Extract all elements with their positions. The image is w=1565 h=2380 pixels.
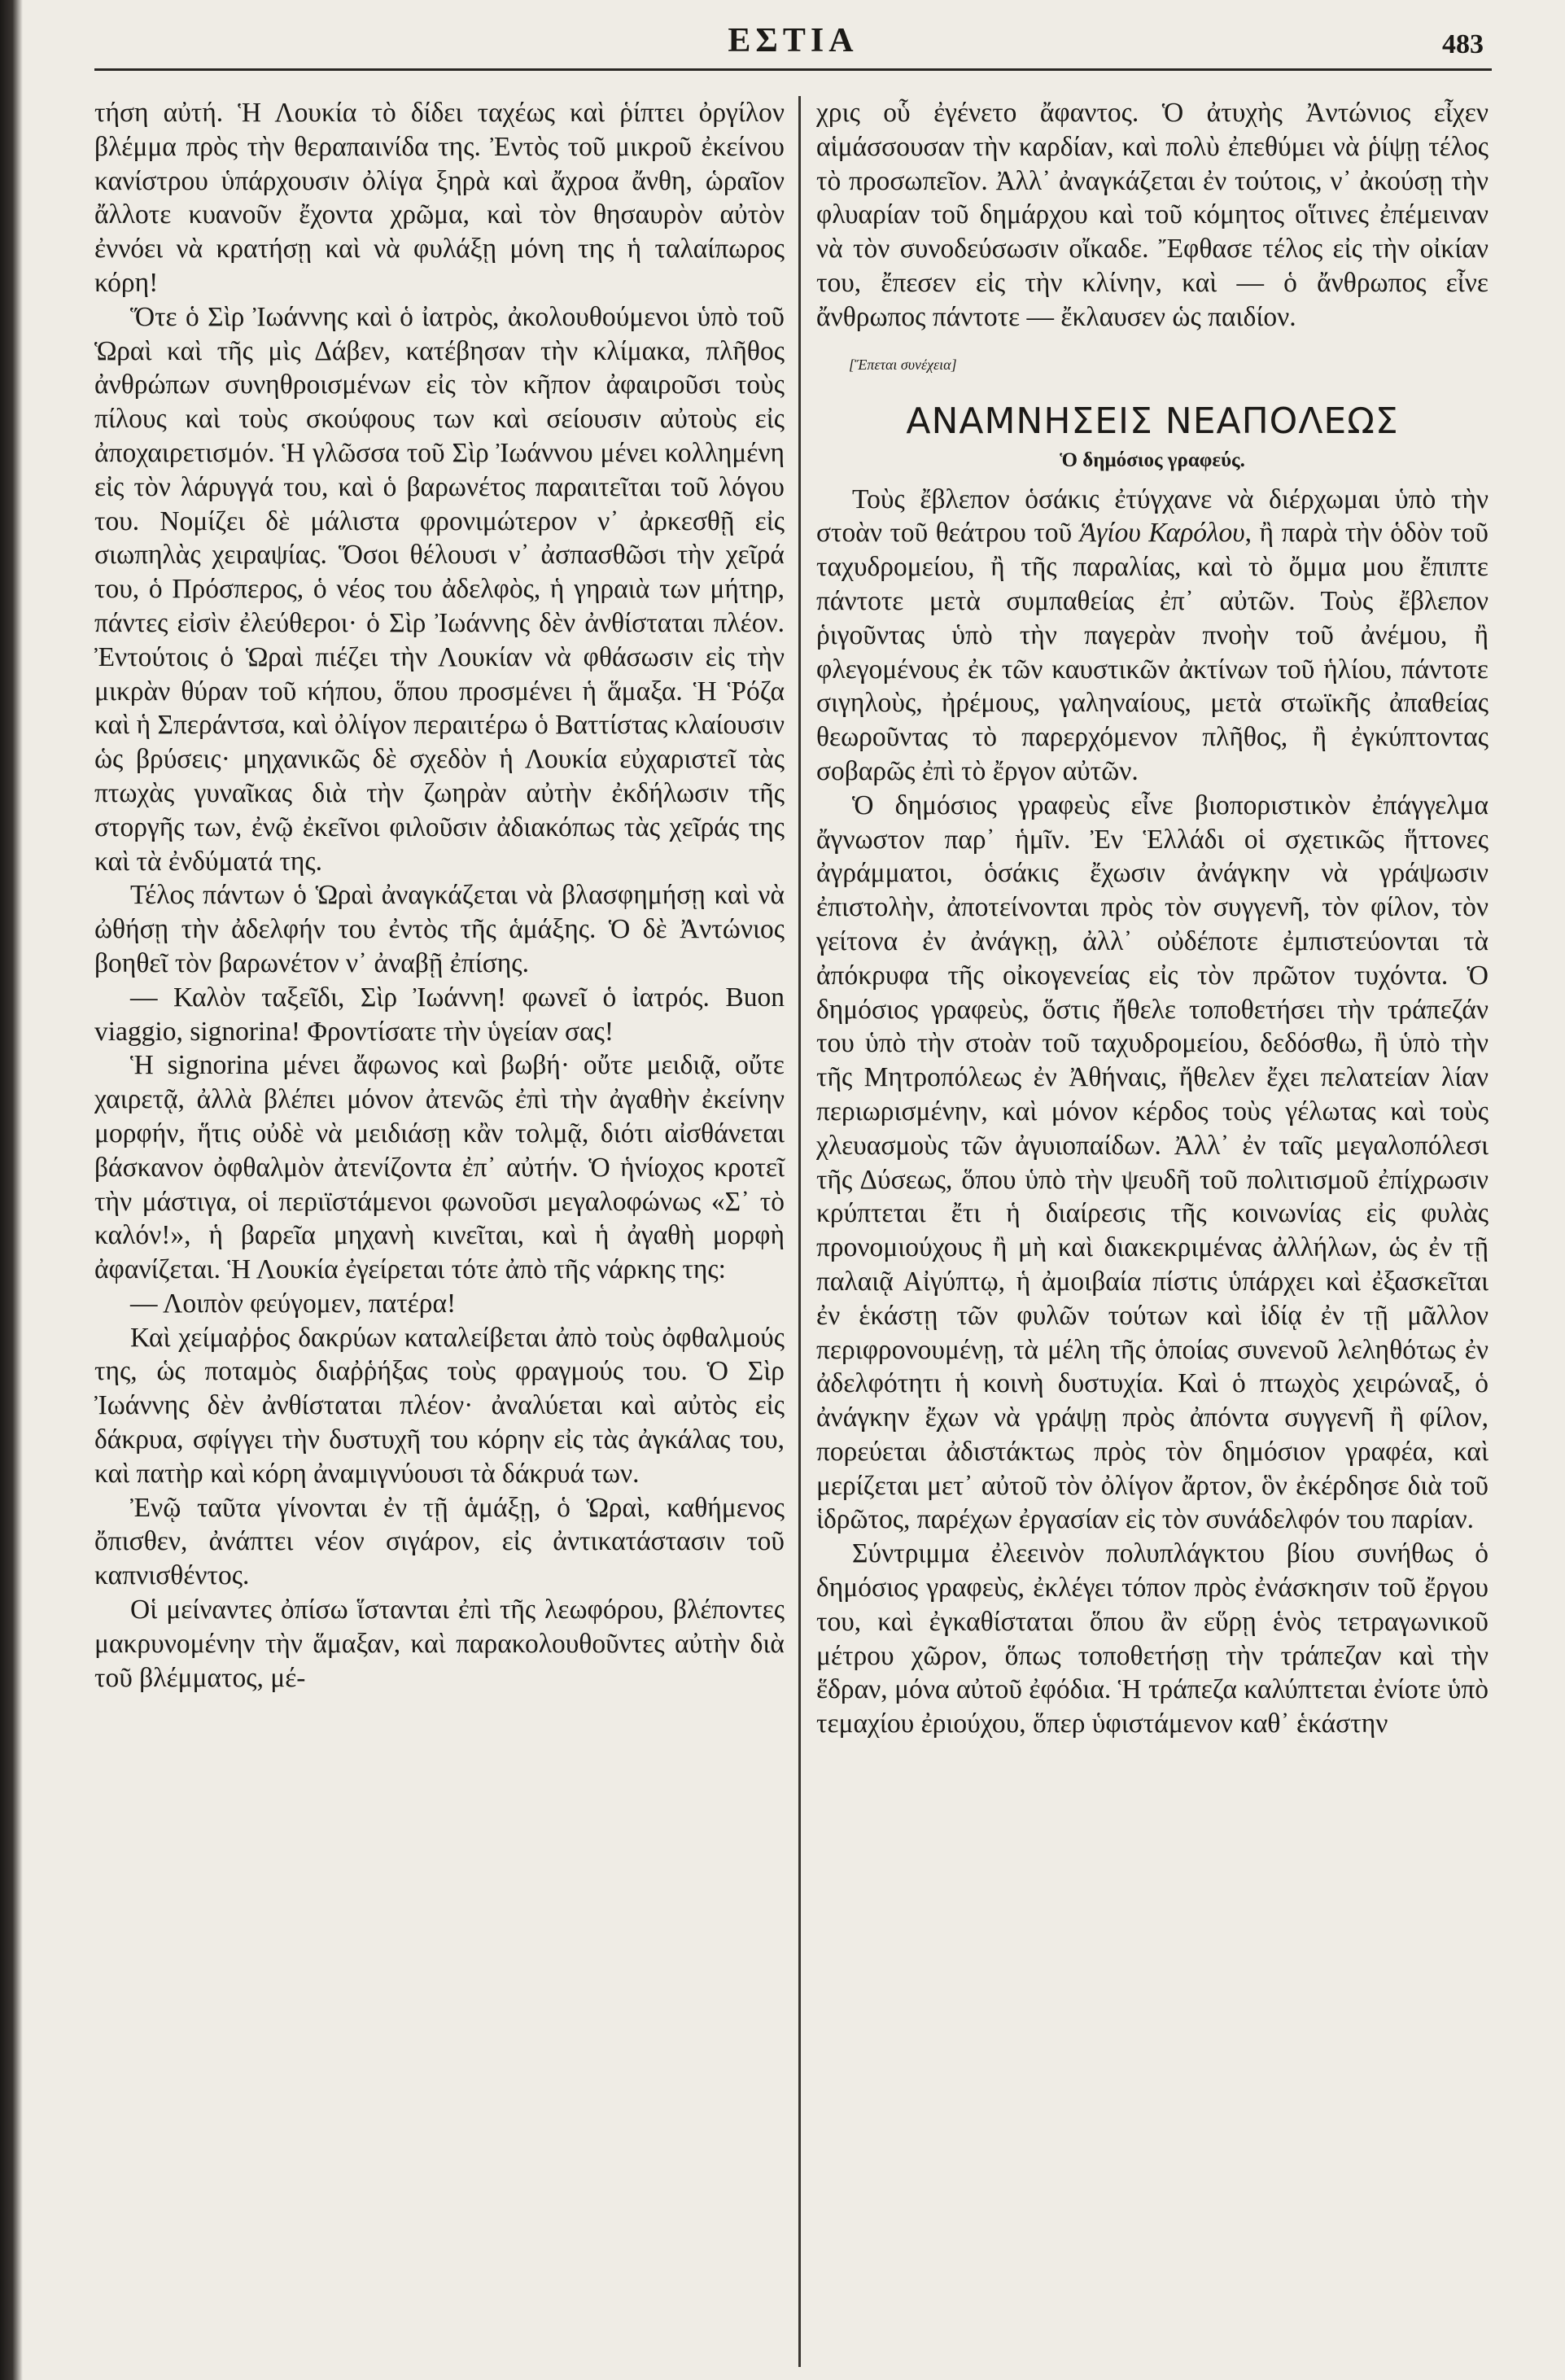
section-subtitle: Ὁ δημόσιος γραφεύς.: [1060, 448, 1245, 471]
column-divider: [798, 96, 801, 2367]
text-run: , ἢ παρὰ τὴν ὁδὸν τοῦ ταχυδρομείου, ἢ τῆς παραλίας, καὶ τὸ ὄμμα μου ἔπιπτε πάντοτε μετὰ συμπαθείας ἐπ᾿ αὐτῶν. Τοὺς ἔβλεπον ῥιγοῦντας ὑπὸ τὴν παγερὰν πνοὴν τοῦ ἀνέμου, ἢ φλεγομένους ἐκ τῶν καυστικῶν ἀκτίνων τοῦ ἡλίου, πάντοτε σιγηλοὺς, ἠρέμους, γαληναίους, μετὰ στωϊκῆς ἀπαθείας θεωροῦντας τὸ παρερχόμενον πλῆθος, ἢ ἐγκύπτοντας σοβαρῶς ἐπὶ τὸ ἔργον αὐτῶν.: [816, 518, 1489, 786]
page-header: [94, 11, 1492, 68]
paragraph: Ἐνῷ ταῦτα γίνονται ἐν τῇ ἁμάξῃ, ὁ Ὡραὶ, καθήμενος ὄπισθεν, ἀνάπτει νέον σιγάρον, εἰς ἀντικατάστασιν τοῦ καπνισθέντος.: [94, 1492, 785, 1591]
section-title: ΑΝΑΜΝΗΣΕΙΣ ΝΕΑΠΟΛΕΩΣ: [906, 400, 1399, 442]
text-run: Τοὺς ἔβλεπον ὁσάκις ἐτύγχανε νὰ διέρχωμαι ὑπὸ τὴν στοὰν τοῦ θεάτρου τοῦ: [816, 483, 1488, 549]
paragraph: χρις οὗ ἐγένετο ἄφαντος. Ὁ ἀτυχὴς Ἀντώνιος εἶχεν αἱμάσσουσαν τὴν καρδίαν, καὶ πολὺ ἐπεθύμει νὰ ῥίψῃ τέλος τὸ προσωπεῖον. Ἀλλ᾿ ἀναγκάζεται ἐν τούτοις, ν᾿ ἀκούσῃ τὴν φλυαρίαν τοῦ δημάρχου καὶ τοῦ κόμητος οἵτινες ἐπέμειναν νὰ τὸν συνοδεύσωσιν οἴκαδε. Ἔφθασε τέλος εἰς τὴν οἰκίαν του, ἔπεσεν εἰς τὴν κλίνην, καὶ — ὁ ἄνθρωπος εἶνε ἄνθρωπος πάντοτε — ἔκλαυσεν ὡς παιδίον.: [816, 98, 1488, 332]
paragraph: — Λοιπὸν φεύγομεν, πατέρα!: [130, 1288, 457, 1319]
theater-name: Ἁγίου Καρόλου: [1079, 518, 1245, 549]
paragraph: Ὅτε ὁ Σὶρ Ἰωάννης καὶ ὁ ἰατρὸς, ἀκολουθούμενοι ὑπὸ τοῦ Ὡραὶ καὶ τῆς μὶς Δάβεν, κατέβησαν τὴν κλίμακα, πλῆθος ἀνθρώπων συνηθροισμένων εἰς τὸν κῆπον ἀφαιροῦσι τοὺς πίλους καὶ τοὺς σκούφους των καὶ σείουσιν αὐτοὺς εἰς ἀποχαιρετισμόν. Ἡ γλῶσσα τοῦ Σὶρ Ἰωάννου μένει κολλημένη εἰς τὸν λάρυγγά του, καὶ ὁ βαρωνέτος παραιτεῖται τοῦ λόγου του. Νομίζει δὲ μάλιστα φρονιμώτερον ν᾿ ἀρκεσθῇ εἰς σιωπηλὰς χειραψίας. Ὅσοι θέλουσι ν᾿ ἀσπασθῶσι τὴν χεῖρά του, ὁ Πρόσπερος, ὁ νέος του ἀδελφὸς, ἡ γηραιὰ των μήτηρ, πάντες εἰσὶν ἐλεύθεροι· ὁ Σὶρ Ἰωάννης δὲν ἀνθίσταται πλέον. Ἐντούτοις ὁ Ὡραὶ πιέζει τὴν Λουκίαν νὰ φθάσωσιν εἰς τὴν μικρὰν θύραν τοῦ κήπου, ὅπου προσμένει ἡ ἅμαξα. Ἡ Ῥόζα καὶ ἡ Σπεράντσα, καὶ ὀλίγον περαιτέρω ὁ Βαττίστας κλαίουσιν ὡς βρύσεις· μηχανικῶς δὲ σχεδὸν ἡ Λουκία εὐχαριστεῖ τὰς πτωχὰς γυναῖκας διὰ τὴν ζωηρὰν αὐτὴν ἐκδήλωσιν τῆς στοργῆς των, ἐνῷ ἐκεῖνοι φιλοῦσιν ἀδιακόπως τὰς χεῖράς της καὶ τὰ ἐνδύματά της.: [94, 301, 785, 877]
left-column: [94, 96, 785, 1695]
paragraph: — Καλὸν ταξεῖδι, Σὶρ Ἰωάννη! φωνεῖ ὁ ἰατρός. Buon viaggio, signorina! Φροντίσατε τὴν ὑγείαν σας!: [94, 982, 785, 1047]
paragraph: Οἱ μείναντες ὀπίσω ἵστανται ἐπὶ τῆς λεωφόρου, βλέποντες μακρυνομένην τὴν ἅμαξαν, καὶ παρακολουθοῦντες αὐτὴν διὰ τοῦ βλέμματος, μέ-: [94, 1595, 785, 1693]
paragraph: Σύντριμμα ἐλεεινὸν πολυπλάγκτου βίου συνήθως ὁ δημόσιος γραφεὺς, ἐκλέγει τόπον πρὸς ἐνάσκησιν τοῦ ἔργου του, καὶ ἐγκαθίσταται ὅπου ἂν εὕρῃ ἑνὸς τετραγωνικοῦ μέτρου χῶρον, ὅπως τοποθετήσῃ τὴν τράπεζαν καὶ τὴν ἕδραν, μόνα αὐτοῦ ἐφόδια. Ἡ τράπεζα καλύπτεται ἐνίοτε ὑπὸ τεμαχίου ἐριούχου, ὅπερ ὑφιστάμενον καθ᾿ ἑκάστην: [816, 1538, 1488, 1739]
publication-title: ΕΣΤΙΑ: [728, 22, 859, 59]
continued-note: [Ἕπεται συνέχεια]: [849, 356, 957, 373]
right-column: [816, 96, 1488, 1741]
paragraph: [816, 483, 1488, 789]
header-rule: [94, 68, 1492, 71]
paragraph: Ὁ δημόσιος γραφεὺς εἶνε βιοποριστικὸν ἐπάγγελμα ἄγνωστον παρ᾿ ἡμῖν. Ἐν Ἑλλάδι οἱ σχετικῶς ἥττονες ἀγράμματοι, ὁσάκις ἔχωσιν ἀνάγκην νὰ γράψωσιν ἐπιστολὴν, ἀποτείνονται πρὸς τὸν συγγενῆ, τὸν φίλον, τὸν γείτονα ἐν ἀνάγκῃ, ἀλλ᾿ οὐδέποτε ἐμπιστεύονται τὰ ἀπόκρυφα τῆς οἰκογενείας εἰς τὸν πρῶτον τυχόντα. Ὁ δημόσιος γραφεὺς, ὅστις ἤθελε τοποθετήσει τὴν τράπεζάν του ὑπὸ τὴν στοὰν τοῦ ταχυδρομείου, δεδόσθω, ἢ ὑπὸ τὴν τῆς Μητροπόλεως ἐν Ἀθήναις, ἤθελεν ἔχει πελατείαν λίαν περιωρισμένην, καὶ μόνον κέρδος τοὺς γέλωτας καὶ τοὺς χλευασμοὺς τῶν ἀγυιοπαίδων. Ἀλλ᾿ ἐν ταῖς μεγαλοπόλεσι τῆς Δύσεως, ὅπου ὑπὸ τὴν ψευδῆ τοῦ πολιτισμοῦ ἐπίχρωσιν κρύπτεται ἔτι ἡ διαίρεσις τῆς κοινωνίας εἰς φυλὰς προνομιούχους ἢ μὴ καὶ διακεκριμένας ἀλλήλων, ὡς ἐν τῇ παλαιᾷ Αἰγύπτῳ, ἡ ἀμοιβαία πίστις ὑπάρχει καὶ ἐξασκεῖται ἐν ἑκάστῃ τῶν φυλῶν τούτων καὶ ἰδίᾳ ἐν τῇ μᾶλλον περιφρονουμένῃ, τὰ μέλη τῆς ὁποίας συνενοῦ λεληθότως ἐν ἀδελφότητι ἡ κοινὴ δυστυχία. Καὶ ὁ πτωχὸς χειρώναξ, ὁ ἀνάγκην ἔχων νὰ γράψῃ πρὸς ἀπόντα συγγενῆ ἢ φίλον, πορεύεται ἀδιστάκτως πρὸς τὸν δημόσιον γραφέα, καὶ μερίζεται μετ᾿ αὐτοῦ τὸν ὀλίγον ἄρτον, ὃν ἐκέρδησε διὰ τοῦ ἱδρῶτος, παρέχων ἐργασίαν εἰς τὸν συνάδελφόν του παρίαν.: [816, 790, 1488, 1535]
paragraph: τήση αὐτή. Ἡ Λουκία τὸ δίδει ταχέως καὶ ῥίπτει ὀργίλον βλέμμα πρὸς τὴν θεραπαινίδα της. Ἐντὸς τοῦ μικροῦ ἐκείνου κανίστρου ὑπάρχουσιν ὀλίγα ξηρὰ καὶ ἄχροα ἄνθη, ὡραῖον ἄλλοτε κυανοῦν ἔχοντα χρῶμα, καὶ τὸν θησαυρὸν αὐτὸν ἐννόει νὰ κρατήσῃ καὶ νὰ φυλάξῃ μόνη της ἡ ταλαίπωρος κόρη!: [94, 98, 785, 298]
page-number: 483: [1442, 29, 1484, 59]
paragraph: Ἡ signorina μένει ἄφωνος καὶ βωβή· οὔτε μειδιᾷ, οὔτε χαιρετᾷ, ἀλλὰ βλέπει μόνον ἀτενῶς ἐπὶ τὴν ἀγαθὴν ἐκείνην μορφήν, ἥτις οὐδὲ νὰ μειδιάσῃ κἂν τολμᾷ, διότι αἰσθάνεται βάσκανον ὀφθαλμὸν ἀτενίζοντα ἐπ᾿ αὐτήν. Ὁ ἡνίοχος κροτεῖ τὴν μάστιγα, οἱ περιϊστάμενοι φωνοῦσι μεγαλοφώνως «Σ᾿ τὸ καλόν!», ἡ βαρεῖα μηχανὴ κινεῖται, καὶ ἡ ἀγαθὴ μορφὴ ἀφανίζεται. Ἡ Λουκία ἐγείρεται τότε ἀπὸ τῆς νάρκης της:: [94, 1050, 785, 1285]
paragraph: Καὶ χείμαῤῥος δακρύων καταλείβεται ἀπὸ τοὺς ὀφθαλμούς της, ὡς ποταμὸς διαῤῥήξας τοὺς φραγμούς του. Ὁ Σὶρ Ἰωάννης δὲν ἀνθίσταται πλέον· ἀναλύεται καὶ αὐτὸς εἰς δάκρυα, σφίγγει τὴν δυστυχῆ του κόρην εἰς τὰς ἀγκάλας του, καὶ πατὴρ καὶ κόρη ἀναμιγνύουσι τὰ δάκρυά των.: [94, 1322, 785, 1489]
paragraph: Τέλος πάντων ὁ Ὡραὶ ἀναγκάζεται νὰ βλασφημήσῃ καὶ νὰ ὠθήσῃ τὴν ἀδελφήν του ἐντὸς τῆς ἁμάξης. Ὁ δὲ Ἀντώνιος βοηθεῖ τὸν βαρωνέτον ν᾿ ἀναβῇ ἐπίσης.: [94, 880, 785, 978]
